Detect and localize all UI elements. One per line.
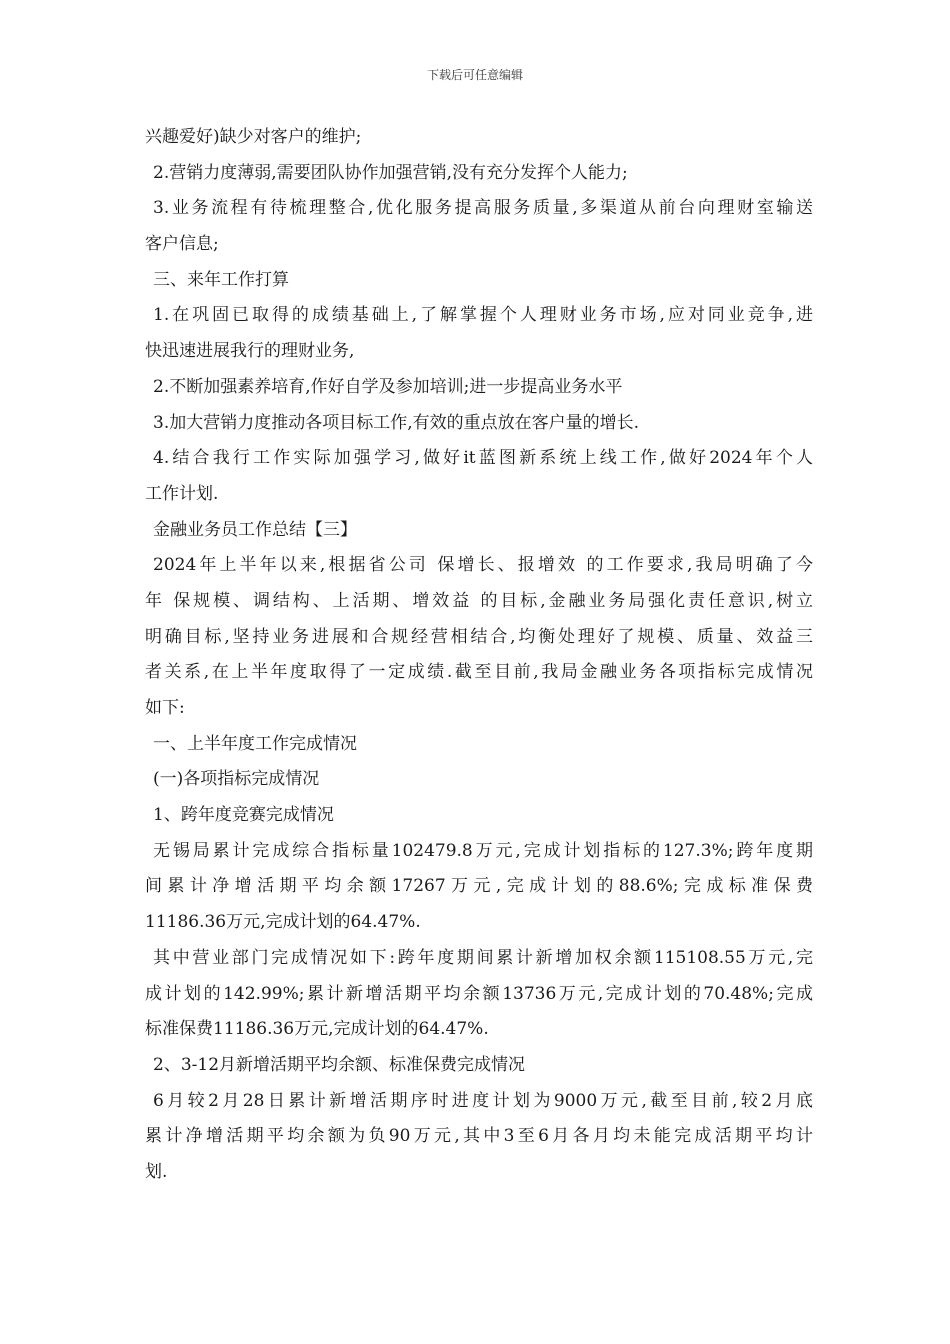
text-line: 1、跨年度竞赛完成情况 [153, 805, 334, 826]
text-line: 三、来年工作打算 [153, 269, 289, 290]
text-line: 1.在巩固已取得的成绩基础上,了解掌握个人理财业务市场,应对同业竞争,进 [153, 305, 813, 326]
text-line: 无锡局累计完成综合指标量102479.8万元,完成计划指标的127.3%;跨年度期 [153, 840, 813, 861]
text-line: 3.加大营销力度推动各项目标工作,有效的重点放在客户量的增长. [153, 412, 640, 433]
text-line: 2.不断加强素养培育,作好自学及参加培训;进一步提高业务水平 [153, 376, 623, 397]
text-line: 标准保费11186.36万元,完成计划的64.47%. [145, 1019, 489, 1040]
page-header: 下载后可任意编辑 [426, 68, 523, 82]
text-line: 间累计净增活期平均余额17267万元,完成计划的88.6%;完成标准保费 [145, 876, 813, 897]
text-line: 兴趣爱好)缺少对客户的维护; [145, 127, 362, 147]
text-line: 2.营销力度薄弱,需要团队协作加强营销,没有充分发挥个人能力; [153, 162, 628, 183]
text-line: 工作计划. [145, 483, 219, 504]
text-line: 2024年上半年以来,根据省公司 保增长、报增效 的工作要求,我局明确了今 [153, 555, 813, 576]
text-line: 划. [145, 1161, 168, 1182]
text-line: 累计净增活期平均余额为负90万元,其中3至6月各月均未能完成活期平均计 [145, 1126, 813, 1147]
text-line: (一)各项指标完成情况 [153, 769, 320, 790]
text-line: 11186.36万元,完成计划的64.47%. [145, 912, 421, 933]
text-line: 明确目标,坚持业务进展和合规经营相结合,均衡处理好了规模、质量、效益三 [145, 626, 813, 647]
text-line: 如下: [145, 698, 185, 718]
text-line: 其中营业部门完成情况如下:跨年度期间累计新增加权余额115108.55万元,完 [153, 947, 813, 968]
text-line: 一、上半年度工作完成情况 [153, 733, 357, 754]
text-line: 6月较2月28日累计新增活期序时进度计划为9000万元,截至目前,较2月底 [153, 1090, 813, 1111]
text-line: 4.结合我行工作实际加强学习,做好it蓝图新系统上线工作,做好2024年个人 [153, 448, 813, 469]
text-line: 2、3-12月新增活期平均余额、标准保费完成情况 [153, 1054, 526, 1075]
text-line: 3.业务流程有待梳理整合,优化服务提高服务质量,多渠道从前台向理财室输送 [153, 198, 813, 219]
text-line: 成计划的142.99%;累计新增活期平均余额13736万元,完成计划的70.48%;完成 [145, 983, 813, 1004]
document-body [145, 120, 813, 1191]
text-line: 年 保规模、调结构、上活期、增效益 的目标,金融业务局强化责任意识,树立 [145, 590, 813, 611]
text-line: 快迅速进展我行的理财业务, [145, 341, 355, 362]
text-line: 者关系,在上半年度取得了一定成绩.截至目前,我局金融业务各项指标完成情况 [145, 662, 813, 683]
text-line: 客户信息; [145, 234, 219, 255]
text-line: 金融业务员工作总结【三】 [153, 519, 357, 540]
